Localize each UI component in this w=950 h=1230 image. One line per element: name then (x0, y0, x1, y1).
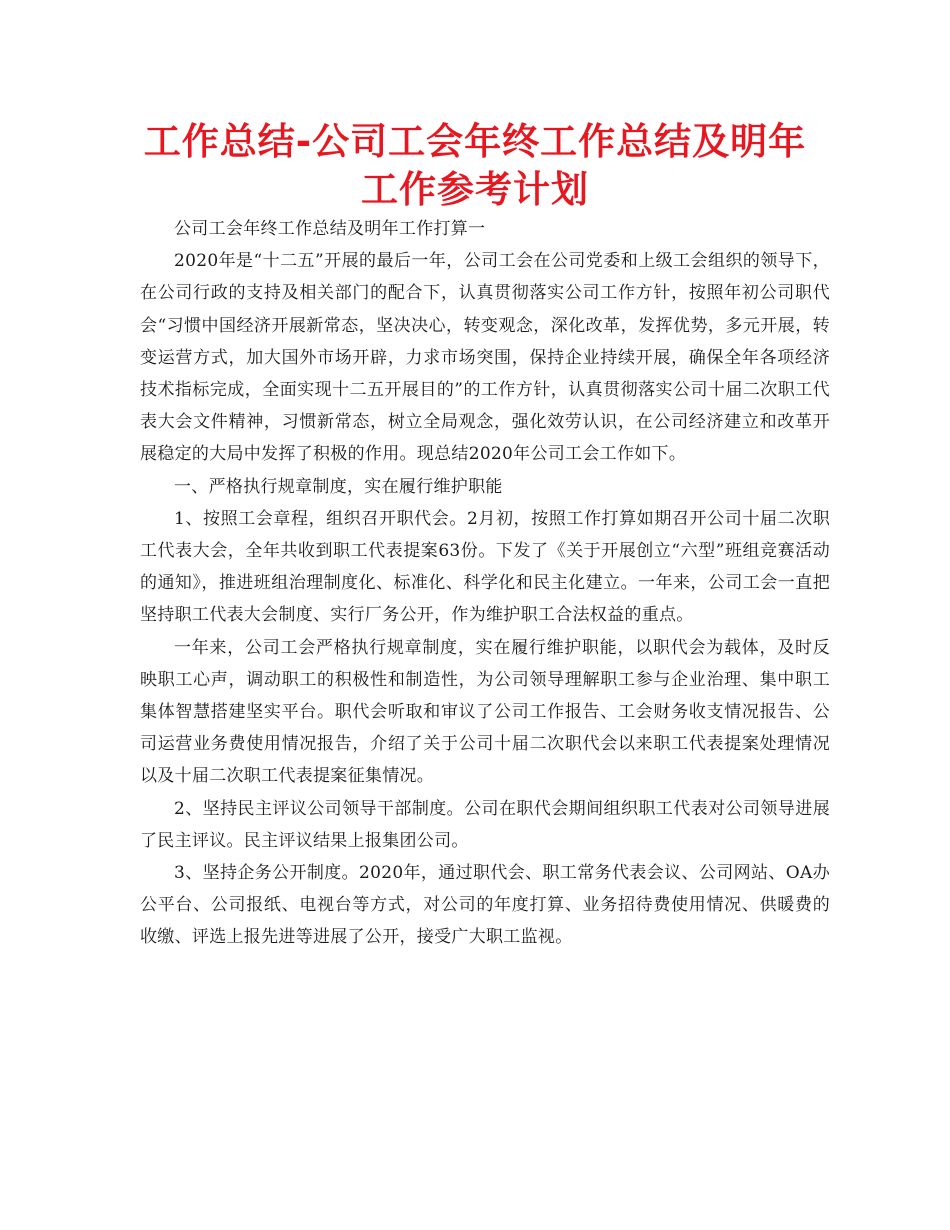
section-heading-1: 一、严格执行规章制度，实在履行维护职能 (174, 476, 503, 497)
paragraph-item-2: 2、坚持民主评议公司领导干部制度。公司在职代会期间组织职工代表对公司领导进展了民主评议。民主评议结果上报集团公司。 (140, 798, 830, 851)
paragraph-subtitle: 公司工会年终工作总结及明年工作打算一 (174, 219, 486, 239)
paragraph-intro: 2020年是“十二五”开展的最后一年，公司工会在公司党委和上级工会组织的领导下，在公司行政的支持及相关部门的配合下，认真贯彻落实公司工作方针，按照年初公司职代会“习惯中国经济开展新常态，坚决决心，转变观念，深化改革，发挥优势，多元开展，转变运营方式，加大国外市场开辟，力求市场突围，保持企业持续开展，确保全年各项经济技术指标完成，全面实现十二五开展目的”的工作方针，认真贯彻落实公司十届二次职工代表大会文件精神，习惯新常态，树立全局观念，强化效劳认识，在公司经济建立和改革开展稳定的大局中发挥了积极的作用。现总结2020年公司工会工作如下。 (140, 251, 830, 465)
paragraph-item-1: 1、按照工会章程，组织召开职代会。2月初，按照工作打算如期召开公司十届二次职工代表大会，全年共收到职工代表提案63份。下发了《关于开展创立“六型”班组竞赛活动的通知》，推进班组治理制度化、标准化、科学化和民主化建立。一年来，公司工会一直把坚持职工代表大会制度、实行厂务公开，作为维护职工合法权益的重点。 (140, 508, 830, 626)
document-body (140, 213, 830, 954)
paragraph-summary: 一年来，公司工会严格执行规章制度，实在履行维护职能，以职代会为载体，及时反映职工心声，调动职工的积极性和制造性，为公司领导理解职工参与企业治理、集中职工集体智慧搭建坚实平台。职代会听取和审议了公司工作报告、工会财务收支情况报告、公司运营业务费使用情况报告，介绍了关于公司十届二次职代会以来职工代表提案处理情况以及十届二次职工代表提案征集情况。 (140, 637, 830, 787)
paragraph-item-3: 3、坚持企务公开制度。2020年，通过职代会、职工常务代表会议、公司网站、OA办公平台、公司报纸、电视台等方式，对公司的年度打算、业务招待费使用情况、供暖费的收缴、评选上报先进等进展了公开，接受广大职工监视。 (140, 863, 830, 948)
document-title: 工作总结-公司工会年终工作总结及明年工作参考计划 (143, 120, 807, 211)
